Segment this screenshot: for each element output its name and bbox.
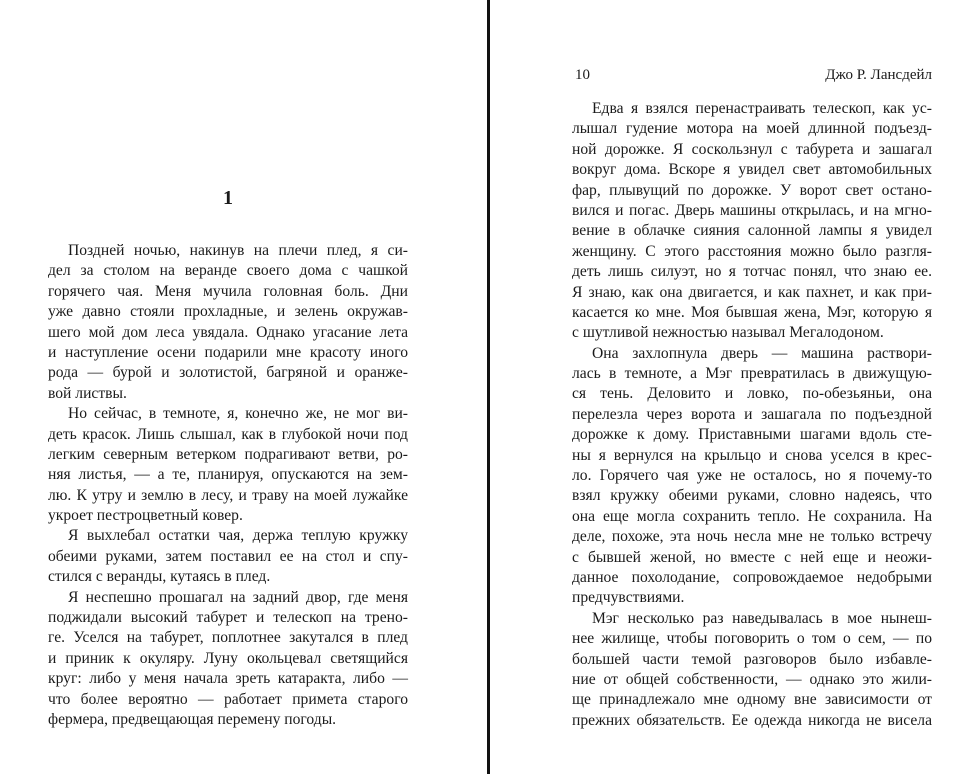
text-line: прежних обязательств. Ее одежда никогда не висела <box>572 711 932 729</box>
left-page-text <box>48 241 408 730</box>
text-line: ся тень. Деловито и ловко, по-обезьяньи, она <box>572 385 932 403</box>
text-line: ще принадлежало мне одному вне зависимости от <box>572 691 932 709</box>
text-line: Я выхлебал остатки чая, держа теплую кружку <box>68 527 408 545</box>
text-line: ло. Горячего чая уже не осталось, но я почему-то <box>572 467 932 485</box>
text-line: Я неспешно прошагал на задний двор, где меня <box>68 588 408 606</box>
text-line: и приник к окуляру. Луну окольцевал светящийся <box>48 649 408 667</box>
text-line: и наступление осени подарили мне красоту иного <box>48 343 408 361</box>
page-divider <box>487 0 490 774</box>
text-line: фермера, предвещающая перемену погоды. <box>48 710 337 728</box>
text-line: деть лишь силуэт, но я тотчас понял, что знаю ее. <box>572 263 932 281</box>
text-line: ге. Уселся на табурет, поплотнее закутался в плед <box>48 629 408 647</box>
text-line: лышал гудение мотора на моей длинной подъезд- <box>572 120 932 138</box>
text-line: укроет пестроцветный ковер. <box>48 507 243 525</box>
text-line: нее жилище, чтобы поговорить о том о сем, — по <box>572 630 932 648</box>
text-line: Едва я взялся перенастраивать телескоп, как ус- <box>592 100 932 117</box>
text-line: что более вероятно — работает примета старого <box>48 690 408 708</box>
text-line: вился и погас. Дверь машины открылась, и на мгно- <box>572 201 932 219</box>
text-line: дел за столом на веранде своего дома с чашкой <box>48 262 408 280</box>
text-line: вокруг дома. Вскоре я увидел свет автомобильных <box>572 161 932 179</box>
text-line: обеими руками, затем поставил ее на стол и спу- <box>48 547 408 565</box>
text-line: вение в облачке сияния салонной лампы я увидел <box>572 222 932 240</box>
text-line: няя листья, — а те, планируя, опускаются на зем- <box>48 466 408 484</box>
text-line: она еще могла сохранить тепло. Не сохранила. На <box>572 507 932 525</box>
text-line: с шутливой нежностью называл Мегалодоном. <box>572 324 884 342</box>
text-line: шего мой дом леса увядала. Однако угасание лета <box>48 323 408 341</box>
right-page-text <box>572 99 932 731</box>
text-line: Но сейчас, в темноте, я, конечно же, не мог ви- <box>68 405 408 423</box>
text-line: Поздней ночью, накинув на плечи плед, я си- <box>68 242 408 259</box>
text-line: с бывшей женой, но вместе с ней еще и неожи- <box>572 548 932 566</box>
chapter-number: 1 <box>223 187 233 209</box>
text-line: Я знаю, как она двигается, и как пахнет, и как при- <box>572 283 932 301</box>
text-line: касается ко мне. Моя бывшая жена, Мэг, которую я <box>572 303 932 321</box>
text-line: данное похолодание, сопровождаемое недобрыми <box>572 568 932 586</box>
text-line: горячего чая. Меня мучила головная боль. Дни <box>48 282 408 300</box>
text-line: поджидали высокий табурет и телескоп на трено- <box>48 609 408 627</box>
text-line: Она захлопнула дверь — машина раствори- <box>592 344 932 362</box>
text-line: круг: либо у меня начала зреть катаракта, либо — <box>48 670 408 688</box>
text-line: деле, похоже, эта ночь несла мне не только встречу <box>572 528 932 546</box>
text-line: женщину. С этого расстояния можно было разгля- <box>572 242 932 260</box>
text-line: фар, плывущий по дорожке. У ворот свет остано- <box>572 181 932 199</box>
text-line: стился с веранды, кутаясь в плед. <box>48 568 271 586</box>
text-line: рода — бурой и золотистой, багряной и оранже- <box>48 364 408 382</box>
text-line: ной дорожке. Я соскользнул с табурета и зашагал <box>572 140 932 158</box>
text-line: лась в темноте, а Мэг превратилась в движущую- <box>572 365 932 383</box>
text-line: Мэг несколько раз наведывалась в мое нынеш- <box>592 609 932 627</box>
text-line: дорожке к дому. Приставными шагами вдоль сте- <box>572 426 932 444</box>
text-line: вой листвы. <box>48 384 127 402</box>
text-line: уже давно стояли прохладные, и зелень окружав- <box>48 303 408 321</box>
text-line: легким северным ветерком подрагивают ветви, ро- <box>48 445 408 463</box>
text-line: ны я вернулся на крыльцо и снова уселся в крес- <box>572 446 932 464</box>
text-line: лю. К утру и землю в лесу, и траву на моей лужайке <box>48 486 408 504</box>
text-line: взял кружку обеими руками, словно надеясь, что <box>572 487 932 505</box>
author-name: Джо Р. Лансдейл <box>825 67 932 83</box>
running-header <box>575 65 932 85</box>
text-line: предчувствиями. <box>572 589 685 607</box>
text-line: перелезла через ворота и зашагала по подъездной <box>572 405 932 423</box>
text-line: большей части темой разговоров было избавле- <box>572 650 932 668</box>
text-line: деть красок. Лишь слышал, как в глубокой ночи под <box>48 425 408 443</box>
text-line: ние от общей собственности, — однако это жили- <box>572 670 932 688</box>
page-number: 10 <box>575 67 590 83</box>
